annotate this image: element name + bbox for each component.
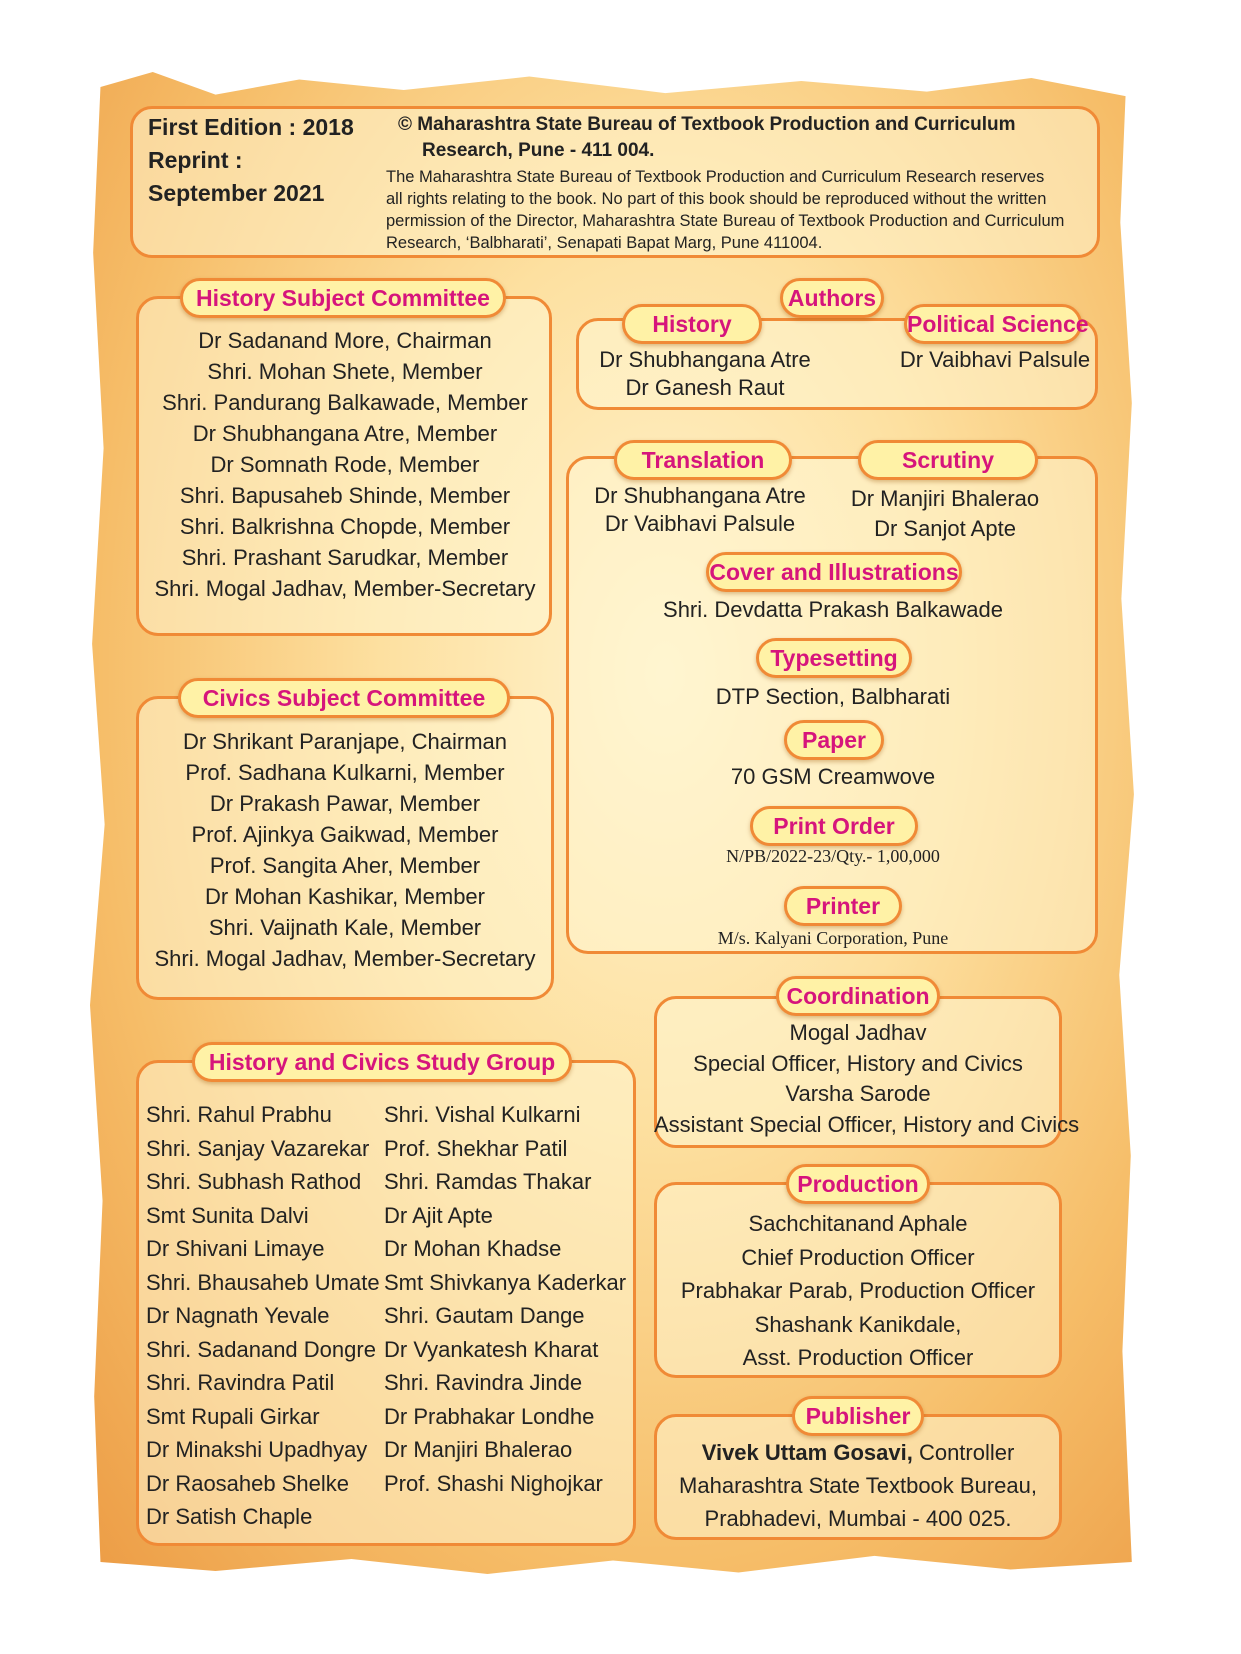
member: Dr Prakash Pawar, Member — [209, 791, 481, 816]
copyright-line-1: © Maharashtra State Bureau of Textbook Production and Curriculum — [398, 114, 1016, 135]
member: Shri. Prashant Sarudkar, Member — [181, 545, 509, 570]
production-lines — [654, 1207, 1062, 1375]
study-group-left-column — [146, 1098, 380, 1534]
member: Shri. Balkrishna Chopde, Member — [179, 514, 511, 539]
copyright-line-2: Research, Pune - 411 004. — [422, 140, 655, 161]
member: Shri. Vishal Kulkarni — [384, 1102, 581, 1127]
member: Prof. Ajinkya Gaikwad, Member — [191, 822, 499, 847]
member: Dr Mohan Khadse — [384, 1236, 562, 1261]
member: Dr Sadanand More, Chairman — [198, 328, 492, 353]
study-group-title: History and Civics Study Group — [192, 1042, 572, 1082]
coordination-lines — [654, 1018, 1080, 1140]
member: Shri. Pandurang Balkawade, Member — [162, 390, 528, 415]
member: Prof. Shekhar Patil — [384, 1135, 568, 1161]
member: Shri. Mohan Shete, Member — [207, 359, 483, 384]
notice-line: permission of the Director, Maharashtra State Bureau of Textbook Production and Curriculum — [386, 212, 1065, 230]
member: Dr Vyankatesh Kharat — [384, 1336, 599, 1362]
publisher-line: Maharashtra State Textbook Bureau, — [679, 1473, 1037, 1498]
publisher-name-line — [654, 1436, 1062, 1469]
notice-line: The Maharashtra State Bureau of Textbook Production and Curriculum Research reserves — [386, 168, 1045, 186]
member: Shri. Sadanand Dongre — [146, 1336, 376, 1362]
paper-value: 70 GSM Creamwove — [730, 764, 936, 789]
member: Dr Shrikant Paranjape, Chairman — [182, 729, 508, 754]
translation-title: Translation — [614, 440, 792, 480]
translator: Dr Shubhangana Atre — [594, 483, 806, 508]
typesetting-value: DTP Section, Balbharati — [715, 684, 951, 709]
member: Shri. Ravindra Patil — [146, 1370, 335, 1395]
notice-line: all rights relating to the book. No part of this book should be reproduced without the written — [386, 190, 1047, 208]
notice-line: Research, ‘Balbharati’, Senapati Bapat Marg, Pune 411004. — [386, 234, 823, 252]
member: Dr Mohan Kashikar, Member — [205, 884, 485, 909]
coordination-line: Special Officer, History and Civics — [693, 1050, 1023, 1076]
coordination-title: Coordination — [776, 976, 940, 1016]
member: Shri. Vaijnath Kale, Member — [208, 915, 482, 940]
member: Dr Somnath Rode, Member — [210, 452, 480, 477]
member: Prof. Sadhana Kulkarni, Member — [185, 760, 505, 785]
publisher-role: Controller — [912, 1440, 1015, 1465]
publisher-line: Prabhadevi, Mumbai - 400 025. — [704, 1506, 1012, 1531]
authors-history-names — [580, 346, 830, 402]
authors-title: Authors — [780, 278, 884, 318]
member: Shri. Mogal Jadhav, Member-Secretary — [154, 576, 536, 601]
production-title: Production — [786, 1164, 930, 1204]
author: Dr Shubhangana Atre — [599, 347, 811, 372]
history-committee-members — [140, 325, 550, 604]
authors-history-title: History — [622, 304, 762, 344]
authors-polsci-title: Political Science — [904, 304, 1082, 344]
member: Shri. Rahul Prabhu — [146, 1102, 332, 1127]
member: Shri. Ravindra Jinde — [384, 1370, 583, 1395]
member: Smt Rupali Girkar — [146, 1403, 320, 1429]
scrutiny-names — [830, 484, 1060, 544]
member: Dr Minakshi Upadhyay — [146, 1437, 368, 1462]
member: Dr Ajit Apte — [384, 1202, 493, 1228]
production-line: Sachchitanand Aphale — [748, 1211, 968, 1236]
member: Dr Shubhangana Atre, Member — [192, 421, 498, 446]
production-line: Asst. Production Officer — [742, 1345, 974, 1370]
member: Shri. Bhausaheb Umate — [146, 1269, 380, 1295]
reprint-label: Reprint : — [148, 147, 243, 173]
member: Dr Satish Chaple — [146, 1504, 313, 1529]
paper-title: Paper — [784, 720, 884, 760]
scrutineer: Dr Sanjot Apte — [874, 516, 1016, 541]
coordination-line: Assistant Special Officer, History and Civics — [654, 1111, 1080, 1137]
production-line: Prabhakar Parab, Production Officer — [680, 1278, 1036, 1303]
publisher-name: Vivek Uttam Gosavi, — [701, 1440, 913, 1465]
print-order-value: N/PB/2022-23/Qty.- 1,00,000 — [726, 846, 940, 866]
translation-names — [578, 482, 822, 538]
civics-committee-title: Civics Subject Committee — [178, 678, 510, 718]
member: Smt Shivkanya Kaderkar — [384, 1269, 627, 1295]
member: Shri. Subhash Rathod — [146, 1169, 362, 1194]
member: Shri. Bapusaheb Shinde, Member — [179, 483, 511, 508]
production-line: Shashank Kanikdale, — [754, 1311, 962, 1337]
print-order-title: Print Order — [750, 806, 918, 846]
publisher-title: Publisher — [792, 1396, 924, 1436]
production-line: Chief Production Officer — [741, 1244, 975, 1270]
scrutiny-title: Scrutiny — [858, 440, 1038, 480]
member: Prof. Shashi Nighojkar — [384, 1470, 603, 1496]
cover-name: Shri. Devdatta Prakash Balkawade — [663, 597, 1003, 622]
member: Shri. Sanjay Vazarekar — [146, 1135, 370, 1161]
translator: Dr Vaibhavi Palsule — [604, 511, 796, 536]
coordination-line: Varsha Sarode — [785, 1081, 931, 1106]
member: Dr Nagnath Yevale — [146, 1303, 330, 1328]
authors-polsci-names — [890, 346, 1100, 374]
member: Shri. Mogal Jadhav, Member-Secretary — [154, 946, 536, 971]
author: Dr Ganesh Raut — [625, 375, 785, 400]
member: Dr Manjiri Bhalerao — [384, 1437, 573, 1462]
history-committee-title: History Subject Committee — [180, 278, 506, 318]
rights-notice — [386, 166, 1064, 254]
member: Dr Raosaheb Shelke — [146, 1470, 350, 1496]
member: Shri. Gautam Dange — [384, 1303, 585, 1328]
author: Dr Vaibhavi Palsule — [899, 347, 1091, 372]
reprint-date: September 2021 — [148, 180, 325, 206]
printer-value: M/s. Kalyani Corporation, Pune — [717, 928, 949, 948]
member: Prof. Sangita Aher, Member — [209, 853, 481, 878]
edition-label: First Edition : 2018 — [148, 114, 354, 140]
cover-title: Cover and Illustrations — [706, 552, 962, 592]
member: Smt Sunita Dalvi — [146, 1202, 309, 1228]
scrutineer: Dr Manjiri Bhalerao — [850, 486, 1040, 511]
typesetting-title: Typesetting — [756, 638, 912, 678]
civics-committee-members — [140, 726, 550, 974]
publisher-lines — [654, 1436, 1062, 1535]
printer-title: Printer — [784, 886, 902, 926]
member: Dr Shivani Limaye — [146, 1236, 325, 1261]
member: Dr Prabhakar Londhe — [384, 1403, 595, 1429]
coordination-line: Mogal Jadhav — [789, 1020, 927, 1045]
member: Shri. Ramdas Thakar — [384, 1169, 592, 1194]
study-group-right-column — [384, 1098, 626, 1500]
